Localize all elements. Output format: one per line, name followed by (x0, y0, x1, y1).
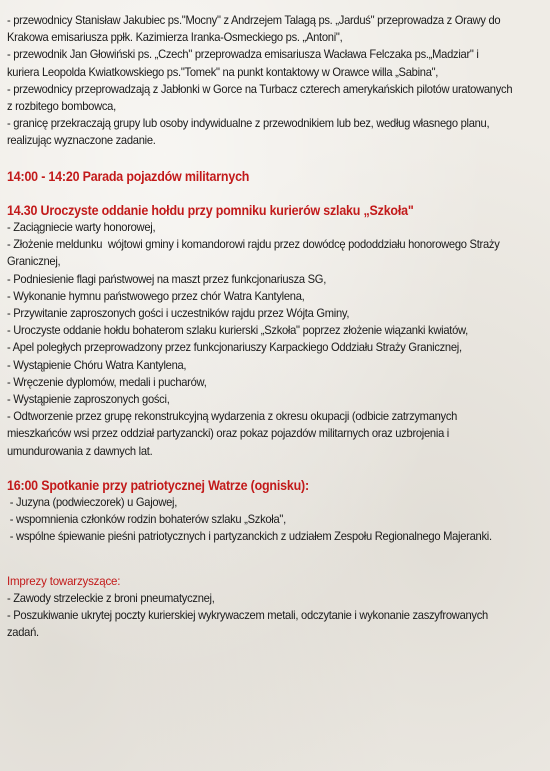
ceremony-heading: 14.30 Uroczyste oddanie hołdu przy pomniku kurierów szlaku „Szkoła" (7, 202, 414, 218)
ceremony-item: - Uroczyste oddanie hołdu bohaterom szlaku kurierski „Szkoła" poprzez złożenie wiązanki kwiatów, (7, 323, 469, 338)
program-page (7, 0, 539, 642)
ceremony-item: - Podniesienie flagi państwowej na maszt przez funkcjonariusza SG, (7, 271, 327, 286)
side-event-item: - Poszukiwanie ukrytej poczty kurierskiej wykrywaczem metali, odczytanie i wykonanie zaszyfrowanych (7, 608, 488, 623)
ceremony-item: - Złożenie meldunku wójtowi gminy i komandorowi rajdu przez dowódcę pododdziału honorowego Straży (7, 237, 500, 252)
guides-section (7, 0, 539, 150)
guides-line: kuriera Leopolda Kwiatkowskiego ps."Tomek" na punkt kontaktowy w Orawce willa „Sabina", (7, 64, 439, 79)
side-events-list (7, 590, 539, 642)
ceremony-item: - Wystąpienie zaproszonych gości, (7, 392, 170, 407)
guides-line: - przewodnicy przeprowadzają z Jabłonki w Gorce na Turbacz czterech amerykańskich pilotów uratowanych (7, 81, 513, 96)
ceremony-item: mieszkańców wsi przez oddział partyzancki) oraz pokaz pojazdów militarnych oraz uzbrojenia i (7, 426, 450, 441)
ceremony-item: - Zaciągniecie warty honorowej, (7, 220, 156, 235)
guides-line: realizując wyznaczone zadanie. (7, 133, 156, 148)
guides-line: - przewodnik Jan Głowiński ps. „Czech" przeprowadza emisariusza Wacława Felczaka ps.„Madziar" i (7, 47, 479, 62)
ceremony-item: - Wręczenie dyplomów, medali i pucharów, (7, 374, 207, 389)
guides-line: - przewodnicy Stanisław Jakubiec ps."Mocny" z Andrzejem Talagą ps. „Jarduś" przeprowadza z Orawy do (7, 13, 501, 27)
side-event-item: - Zawody strzeleckie z broni pneumatycznej, (7, 590, 215, 605)
ceremony-item: Granicznej, (7, 254, 61, 269)
ceremony-item: - Wykonanie hymnu państwowego przez chór Watra Kantylena, (7, 288, 305, 303)
ceremony-item: - Odtworzenie przez grupę rekonstrukcyjną wydarzenia z okresu okupacji (odbicie zatrzymanych (7, 409, 458, 424)
ceremony-list (7, 219, 539, 460)
guides-line: - granicę przekraczają grupy lub osoby indywidualne z przewodnikiem lub bez, według własnego planu, (7, 116, 490, 131)
parade-heading: 14:00 - 14:20 Parada pojazdów militarnych (7, 168, 250, 184)
side-event-item: zadań. (7, 625, 39, 640)
evening-list (7, 494, 539, 546)
ceremony-item: - Przywitanie zaproszonych gości i uczestników rajdu przez Wójta Gminy, (7, 306, 350, 321)
evening-item: - Juzyna (podwieczorek) u Gajowej, (9, 495, 178, 510)
guides-line: z rozbitego bombowca, (7, 99, 116, 114)
ceremony-item: - Apel poległych przeprowadzony przez funkcjonariuszy Karpackiego Oddziału Straży Granicznej, (7, 340, 462, 355)
guides-line: Krakowa emisariusza ppłk. Kazimierza Iranka-Osmeckiego ps. „Antoni", (7, 30, 343, 45)
evening-item: - wspomnienia członków rodzin bohaterów szlaku „Szkoła", (9, 512, 286, 527)
ceremony-item: - Wystąpienie Chóru Watra Kantylena, (7, 357, 187, 372)
evening-item: - wspólne śpiewanie pieśni patriotycznych i partyzanckich z udziałem Zespołu Regionalnego Majeranki. (9, 529, 492, 544)
evening-heading: 16:00 Spotkanie przy patriotycznej Watrze (ognisku): (7, 477, 309, 493)
side-events-heading: Imprezy towarzyszące: (7, 573, 121, 588)
ceremony-item: umundurowania z dawnych lat. (7, 443, 153, 458)
